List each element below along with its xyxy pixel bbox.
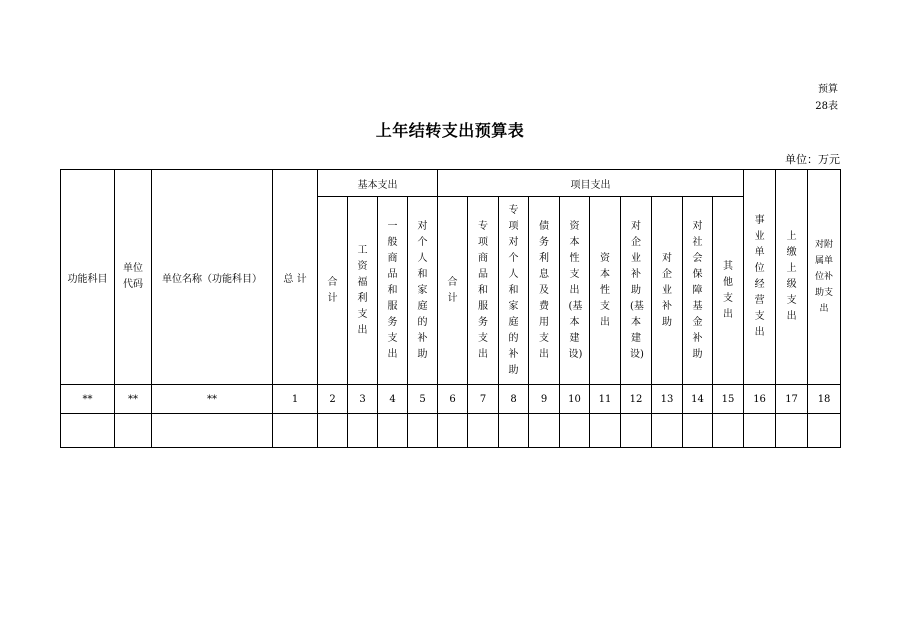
table-cell: 12	[621, 385, 652, 414]
header-basic-col: 合计	[318, 197, 348, 385]
table-cell	[438, 414, 468, 448]
header-project-col: 债务利息及费用支出	[529, 197, 560, 385]
table-cell: 2	[318, 385, 348, 414]
table-cell	[348, 414, 378, 448]
header-project-col: 对企业补助(基本建设)	[621, 197, 652, 385]
table-cell: 7	[468, 385, 499, 414]
table-cell: 18	[808, 385, 841, 414]
table-cell: **	[61, 385, 115, 414]
table-cell: **	[152, 385, 273, 414]
header-project-col: 其他支出	[713, 197, 744, 385]
table-cell: 5	[408, 385, 438, 414]
header-project-col: 专项对个人和家庭的补助	[499, 197, 529, 385]
header-project-col: 专项商品和服务支出	[468, 197, 499, 385]
table-cell: 1	[273, 385, 318, 414]
header-basic-col: 对个人和家庭的补助	[408, 197, 438, 385]
table-cell: 8	[499, 385, 529, 414]
header-project-col: 资本性支出(基本建设)	[560, 197, 590, 385]
table-cell	[652, 414, 683, 448]
header-basic-group: 基本支出	[318, 170, 438, 197]
budget-table	[60, 169, 841, 448]
table-cell: 3	[348, 385, 378, 414]
form-number-label: 预算	[818, 84, 838, 95]
table-cell	[115, 414, 152, 448]
table-row-numbers	[61, 385, 841, 414]
table-cell	[621, 414, 652, 448]
table-cell	[560, 414, 590, 448]
header-project-col: 对企业补助	[652, 197, 683, 385]
table-cell: 11	[590, 385, 621, 414]
table-cell	[408, 414, 438, 448]
header-enterprise: 事业单位经营支出	[744, 170, 776, 385]
table-cell	[318, 414, 348, 448]
page-title: 上年结转支出预算表	[375, 121, 525, 140]
header-func-subject: 功能科目	[61, 170, 115, 385]
table-cell	[273, 414, 318, 448]
header-project-col: 资本性支出	[590, 197, 621, 385]
table-cell	[468, 414, 499, 448]
table-cell	[808, 414, 841, 448]
table-cell	[713, 414, 744, 448]
header-project-group: 项目支出	[438, 170, 744, 197]
table-cell: 9	[529, 385, 560, 414]
table-cell: 10	[560, 385, 590, 414]
table-cell	[529, 414, 560, 448]
table-cell	[744, 414, 776, 448]
table-cell: 4	[378, 385, 408, 414]
header-basic-col: 工资福利支出	[348, 197, 378, 385]
table-cell	[378, 414, 408, 448]
header-subsidiary: 对附属单位补助支出	[808, 170, 841, 385]
table-cell	[499, 414, 529, 448]
header-project-col: 对社会保障基金补助	[683, 197, 713, 385]
form-number: 28表	[815, 101, 838, 112]
table-cell: **	[115, 385, 152, 414]
table-cell	[152, 414, 273, 448]
header-upper: 上缴上级支出	[776, 170, 808, 385]
table-row-empty	[61, 414, 841, 448]
table-cell	[683, 414, 713, 448]
table-cell: 6	[438, 385, 468, 414]
header-project-col: 合计	[438, 197, 468, 385]
header-basic-col: 一般商品和服务支出	[378, 197, 408, 385]
header-unit-code: 单位代码	[115, 170, 152, 385]
table-cell: 13	[652, 385, 683, 414]
table-cell: 15	[713, 385, 744, 414]
table-cell	[61, 414, 115, 448]
unit-label: 单位：万元	[785, 153, 840, 166]
table-cell: 16	[744, 385, 776, 414]
header-total: 总 计	[273, 170, 318, 385]
table-cell: 17	[776, 385, 808, 414]
table-cell	[776, 414, 808, 448]
header-unit-name: 单位名称（功能科目）	[152, 170, 273, 385]
table-cell	[590, 414, 621, 448]
table-cell: 14	[683, 385, 713, 414]
